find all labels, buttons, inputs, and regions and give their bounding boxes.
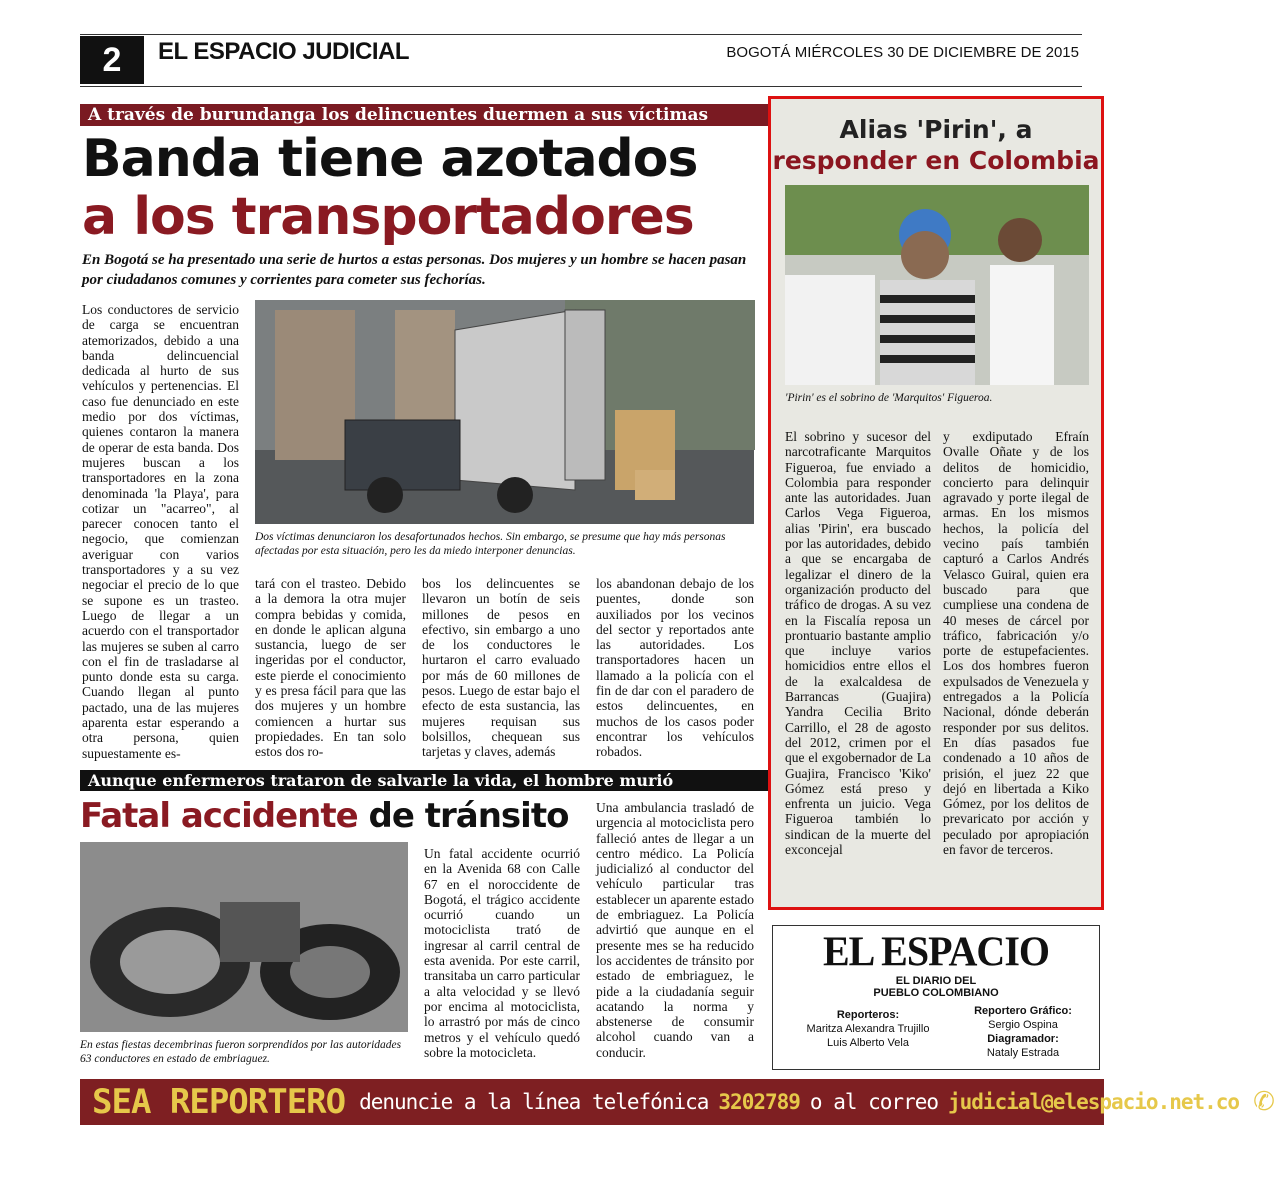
truck-photo-caption: Dos víctimas denunciaron los desafortunados hechos. Sin embargo, se presume que hay más personas afectadas por esta situación, pero les da miedo interponer denuncias. [255, 531, 726, 557]
design-label: Diagramador: [987, 1033, 1059, 1045]
truck-photo [255, 300, 754, 524]
motorcycle-photo-caption: En estas fiestas decembrinas fueron sorprendidos por las autoridades 63 conductores en estado de embriaguez. [80, 1039, 402, 1065]
section-title: EL ESPACIO JUDICIAL [158, 38, 409, 65]
header-top-rule [80, 34, 1082, 35]
main-lead: En Bogotá se ha presentado una serie de hurtos a estas personas. Dos mujeres y un hombre se hacen pasan por ciudadanos comunes y corrientes para cometer sus fechorías. [82, 252, 747, 288]
sidebar-title-line1: Alias 'Pirin', a [839, 115, 1033, 144]
banner-text2: o al correo [809, 1090, 938, 1114]
reporter-1: Maritza Alexandra Trujillo [806, 1023, 930, 1035]
reporter-banner [80, 1079, 1275, 1125]
masthead-tagline1: EL DIARIO DEL [895, 975, 977, 987]
reporters-label: Reporteros: [836, 1009, 900, 1021]
sidebar-col-1: El sobrino y sucesor del narcotraficante Marquitos Figueroa, fue enviado a Colombia para responder ante las autoridades. Juan Carlos Vega Figueroa, alias 'Pirin', era buscado por las autoridades, debido a que se encargaba de legalizar el dinero de la organización producto del tráfico de drogas. A su vez en la Fiscalía reposa un prontuario bastante amplio que incluye varios homicidios entre ellos el de la exalcaldesa de Barrancas (Guajira) Yandra Cecilia Brito Carrillo, el 28 de agosto del 2012, crimen por el que el exgobernador de La Guajira, Francisco 'Kiko' Gómez está preso y enfrenta un juicio. Vega Figueroa también lo sindican de la muerte del exconcejal [785, 429, 931, 858]
motorcycle-photo [80, 842, 408, 1032]
sidebar-col-2: y exdiputado Efraín Ovalle Oñate y de los delitos de homicidio, concierto para delinquir agravado y porte ilegal de armas. En los mismos hechos, la policía del vecino país también capturó a Carlos Andrés Velasco Guiral, quien era buscado para que cumpliese una condena de 40 meses de cárcel por tráfico, fabricación y/o porte de estupefacientes. Los dos hombres fueron expulsados de Venezuela y entregados a la Policía Nacional, dónde deberán responder por sus delitos. En días pasados fue condenado a 10 años de prisión, el juez 22 que dejó en libertada a Kiko Gómez, por los delitos de prevaricato por acción y peculado por apropiación en favor de terceros. [943, 429, 1089, 858]
pirin-photo-caption: 'Pirin' es el sobrino de 'Marquitos' Figueroa. [785, 392, 993, 404]
main-col-4: los abandonan debajo de los puentes, donde son auxiliados por los vecinos del sector y reportados ante las autoridades. Los transportadores hacen un llamado a la policía con el fin de dar con el paradero de estos delincuentes, en muchos de los casos poder encontrar los vehículos robados. [596, 576, 754, 760]
sidebar-box [768, 96, 1104, 910]
banner-phone: 3202789 [718, 1090, 800, 1114]
main-headline-line2: a los transportadores [82, 187, 694, 247]
staff-block [953, 1004, 1093, 1060]
phone-icon: ✆ [1253, 1087, 1275, 1117]
reporters-block [783, 1008, 953, 1050]
page-number: 2 [80, 36, 144, 84]
pirin-illustration [785, 185, 1089, 385]
truck-illustration [255, 300, 754, 524]
dateline: BOGOTÁ MIÉRCOLES 30 DE DICIEMBRE DE 2015 [726, 44, 1079, 61]
design-name: Nataly Estrada [986, 1047, 1060, 1059]
second-col-2: Una ambulancia trasladó de urgencia al motociclista pero falleció antes de llegar a un centro médico. La Policía judicializó al conductor del vehículo particular tras establecer un aparente estado de embriaguez. La Policía advirtió que aunque en el presente mes se ha reducido los accidentes de tránsito por estado de embriaguez, le pide a la ciudadanía seguir acatando la norma y abstenerse de consumir alcohol cuando van a conducir. [596, 800, 754, 1060]
photo-name: Sergio Ospina [988, 1019, 1058, 1031]
photo-label: Reportero Gráfico: [974, 1005, 1072, 1017]
masthead-box [772, 925, 1100, 1070]
masthead-name: EL ESPACIO [823, 927, 1049, 976]
header-bottom-rule [80, 86, 1082, 87]
banner-big: SEA REPORTERO [92, 1082, 346, 1122]
sidebar-title-line2: responder en Colombia [772, 146, 1100, 175]
second-headline-red: Fatal accidente [80, 796, 358, 836]
motorcycle-illustration [80, 842, 408, 1032]
reporter-2: Luis Alberto Vela [827, 1037, 909, 1049]
masthead-tagline2: PUEBLO COLOMBIANO [873, 987, 999, 999]
main-col-3: bos los delincuentes se llevaron un botín de seis millones de pesos en efectivo, sin embargo a uno de los conductores le hurtaron el carro evaluado por más de 60 millones de pesos. Luego de estar bajo el efecto de esta sustancia, las mujeres requisan sus bolsillos, chequean sus tarjetas y claves, además [422, 576, 580, 760]
banner-text1: denuncie a la línea telefónica [359, 1090, 709, 1114]
second-headline [80, 796, 568, 836]
main-headline-line1: Banda tiene azotados [82, 129, 698, 189]
main-kicker: A través de burundanga los delincuentes duermen a sus víctimas [80, 104, 768, 126]
banner-email: judicial@elespacio.net.co [948, 1090, 1240, 1114]
second-col-1: Un fatal accidente ocurrió en la Avenida 68 con Calle 67 en el noroccidente de Bogotá, el trágico accidente ocurrió cuando un motociclista trató de ingresar al carril central de esta avenida. Por este carril, transitaba un carro particular a alta velocidad y se llevó por encima al motociclista, lo arrastró por más de cinco metros y el vehículo quedó sobre la motocicleta. [424, 846, 580, 1060]
second-headline-black: de tránsito [368, 796, 569, 836]
pirin-photo [785, 185, 1089, 385]
main-col-1: Los conductores de servicio de carga se encuentran atemorizados, debido a una banda delincuencial dedicada al hurto de sus vehículos y pertenencias. El caso fue denunciado en este medio por dos víctimas, quienes contaron la manera de operar de esta banda. Dos mujeres buscan a los transportadores en la zona denominada 'la Playa', para cotizar un "acarreo", al parecer conocen tanto el negocio, que comienzan averiguar con varios transportadores y a su vez negociar el precio de lo que se supone es un trasteo. Luego de llegar a un acuerdo con el transportador las mujeres se suben al carro con el fin de trasladarse al punto donde esta su carga. Cuando llegan al punto pactado, una de las mujeres aparenta estar esperando a otra persona, quien supuestamente es- [82, 302, 239, 761]
main-col-2: tará con el trasteo. Debido a la demora la otra mujer compra bebidas y comida, en donde le aplican alguna sustancia, luego de ser ingeridas por el conductor, este pierde el conocimiento y es presa fácil para que las dos mujeres y un hombre comiencen a hurtar sus propiedades. En tan solo estos dos ro- [255, 576, 406, 760]
second-kicker: Aunque enfermeros trataron de salvarle la vida, el hombre murió [80, 770, 770, 791]
